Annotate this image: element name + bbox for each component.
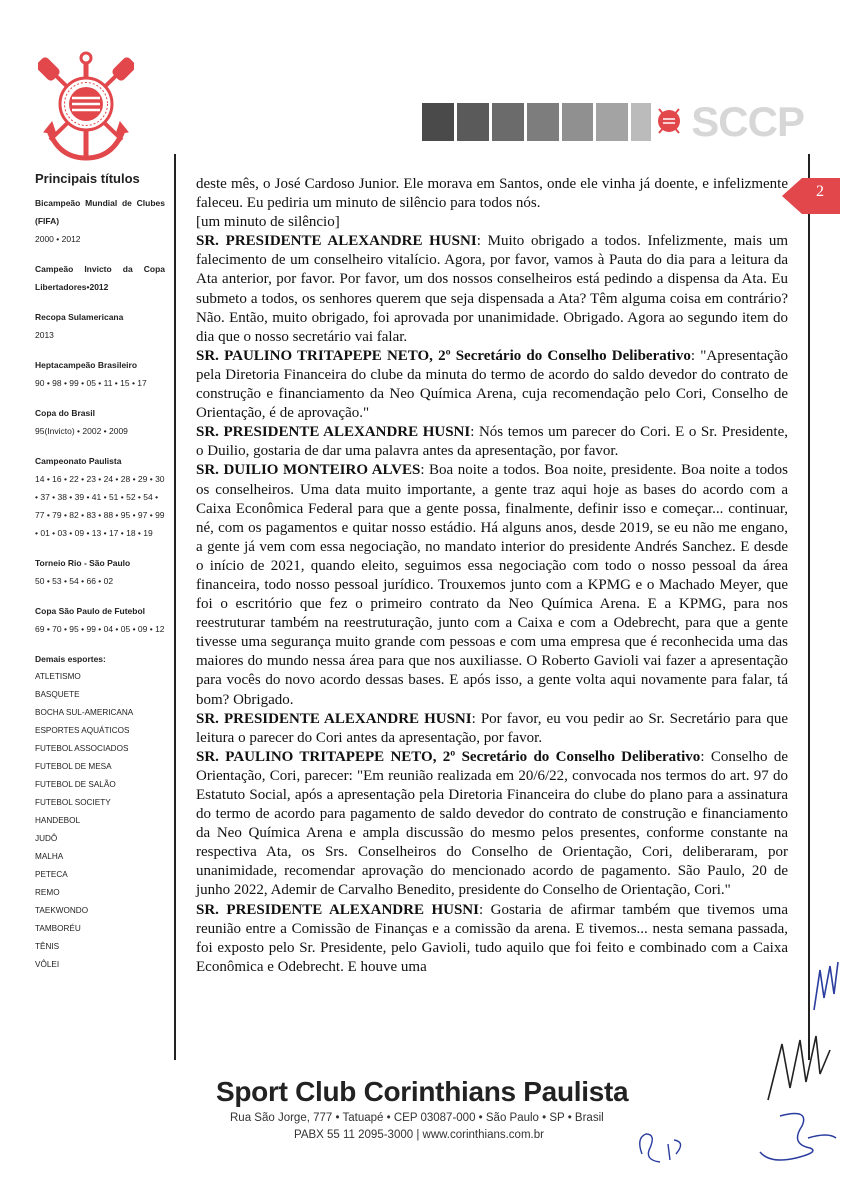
sport-item: TÊNIS [35,942,60,951]
title-years: 50 • 53 • 54 • 66 • 02 [35,576,114,586]
title-name: Bicampeão Mundial de Clubes (FIFA) [35,198,165,226]
header-shade-block [562,103,594,141]
title-years: 14 • 16 • 22 • 23 • 24 • 28 • 29 • 30 • 37 • 38 • 39 • 41 • 51 • 52 • 54 • 77 • 79 • 82 • 83 • 88 • 95 • 97 • 99 • 01 • 03 • 09 • 13 • 17 • 18 • 19 [35,474,165,538]
title-group [35,308,165,344]
signature-initials-icon [808,958,844,1018]
title-group [35,554,165,590]
paragraph [196,232,788,347]
speaker-name: SR. DUILIO MONTEIRO ALVES [196,462,421,479]
speech-text: : Nós temos um parecer do Cori. E o Sr. Presidente, o Duilio, gostaria de dar uma palavra antes da apresentação, por favor. [196,424,789,460]
sport-item: ATLETISMO [35,672,81,681]
speech-text: : Boa noite a todos. Boa noite, presidente. Boa noite a todos os conselheiros. Uma data muito importante, a gente traz aqui hoje as bases do acordo com a Caixa Econômica Federal para que a gente possa, finalmente, definir isso e começar... continuar, né, com os pagamentos e quitar nosso estádio. Há alguns anos, desde 2019, se eu não me engano, a gente já vem com essa negociação, no mandato interior do presidente Andrés Sanchez. E desde o início de 2021, quando eleito, seguimos essa negociação com todo o nosso pessoal da área financeira, todo nosso pessoal jurídico. Trouxemos junto com a KPMG e o Machado Meyer, que foi o escritório que fez o primeiro contrato da Neo Química Arena. E a KPMG, para nos reestruturar também na reestruturação, junto com a Caixa e com a Odebrecht, para que a gente tivesse uma segurança muito grande com pessoas e com uma empresa que é reconhecida uma das maiores do mundo nessa área para que nos auxiliasse. O Roberto Gavioli vai fazer a apresentação para vocês do novo acordo dessas bases. E após isso, a gente volta aqui novamente para falar, tá bom? Obrigado. [196,462,788,708]
title-group [35,602,165,638]
sport-item: PETECA [35,870,68,879]
signature-icon [760,1030,840,1110]
paragraph [196,748,788,901]
paragraph [196,710,788,748]
speech-text: : Conselho de Orientação, Cori, parecer: "Em reunião realizada em 20/6/22, convocada nos termos do art. 97 do Estatuto Social, após a apresentação pela Diretoria Financeira do clube do plano para a assinatura do termo de acordo para pagamento de saldo devedor do contrato de construção e financiamento da Neo Química Arena e ampla discussão do mesmo pelos presentes, conforme constante na respectiva Ata, os Srs. Conselheiros do Conselho de Orientação, Cori, deliberaram, por unanimidade, recomendar aprovação do mencionado acordo de pagamento. São Paulo, 20 de junho 2022, Ademir de Carvalho Benedito, presidente do Conselho de Orientação, Cori." [196,748,788,899]
paragraph [196,901,788,977]
minutes-body [196,175,788,977]
footer-contact: PABX 55 11 2095-3000 | www.corinthians.com.br [294,1129,544,1141]
header-shade-block [457,103,489,141]
speaker-name: SR. PRESIDENTE ALEXANDRE HUSNI [196,233,477,250]
header-shade-block [422,103,454,141]
speaker-name: SR. PRESIDENTE ALEXANDRE HUSNI [196,710,472,727]
sport-item: FUTEBOL ASSOCIADOS [35,744,129,753]
title-group [35,260,165,296]
title-name: Heptacampeão Brasileiro [35,360,138,370]
sport-item: TAMBORÉU [35,924,81,933]
speech-text: : Por favor, eu vou pedir ao Sr. Secretário para que leitura o parecer do Cori antes da apresentação, por favor. [196,710,788,746]
title-group [35,194,165,248]
speech-text: : Gostaria de afirmar também que tivemos uma reunião entre a Comissão de Finanças e a comissão da arena. E tivemos... nesta semana passada, foi exposto pelo Sr. Presidente, pelo Gavioli, tudo aquilo que foi feito e combinado com a Caixa Econômica e Odebrecht. E houve uma [196,901,788,975]
sports-heading: Demais esportes: [35,654,106,664]
title-name: Copa do Brasil [35,408,95,418]
page-number: 2 [816,183,824,200]
header-crest-icon [654,103,684,141]
title-group [35,356,165,392]
header-shade-block [596,103,628,141]
title-years: 2013 [35,330,54,340]
title-name: Torneio Rio - São Paulo [35,558,131,568]
speaker-name: SR. PAULINO TRITAPEPE NETO, 2º Secretário do Conselho Deliberativo [196,347,691,364]
speaker-name: SR. PRESIDENTE ALEXANDRE HUSNI [196,424,471,441]
sport-item: JUDÔ [35,834,58,843]
header-brand-text: SCCP [691,98,804,145]
header-shade-block [631,103,651,141]
sport-item: TAEKWONDO [35,906,89,915]
paragraph [196,347,788,423]
speaker-name: SR. PAULINO TRITAPEPE NETO, 2º Secretário do Conselho Deliberativo [196,748,701,765]
footer-address: Rua São Jorge, 777 • Tatuapé • CEP 03087-000 • São Paulo • SP • Brasil [230,1112,604,1124]
speech-text: : Muito obrigado a todos. Infelizmente, mais um falecimento de um conselheiro vitalício. Agora, por favor, vamos à Pauta do dia para a leitura da Ata anterior, por favor. Por favor, um dos nossos conselheiros está pedindo a dispensa da Ata. Eu submeto a todos, os senhores querem que seja dispensada a Ata? Têm alguma coisa em contrário? Não. Então, muito obrigado, foi aprovada por unanimidade. Obrigado. Agora ao segundo item do dia que o nosso secretário vai falar. [196,233,788,345]
title-name: Recopa Sulamericana [35,312,124,322]
sport-item: BOCHA SUL-AMERICANA [35,708,134,717]
sidebar-heading: Principais títulos [35,171,140,186]
header-shade-block [492,103,524,141]
speaker-name: SR. PRESIDENTE ALEXANDRE HUSNI [196,901,479,918]
title-name: Campeonato Paulista [35,456,122,466]
title-name: Copa São Paulo de Futebol [35,606,146,616]
corinthians-crest-icon [38,48,134,166]
title-years: 90 • 98 • 99 • 05 • 11 • 15 • 17 [35,378,147,388]
sport-item: BASQUETE [35,690,80,699]
speech-text: : "Apresentação pela Diretoria Financeira do clube da minuta do termo de acordo do saldo devedor do contrato de construção e financiamento da Neo Química Arena, cuja recomendação pelo Cori, Conselho de Orientação, é de aprovação." [196,347,789,422]
title-years: 69 • 70 • 95 • 99 • 04 • 05 • 09 • 12 [35,624,165,634]
header-shade-block [527,103,559,141]
signature-icon [632,1124,692,1170]
sport-item: ESPORTES AQUÁTICOS [35,726,130,735]
sidebar-titles [35,171,165,974]
title-group [35,404,165,440]
sport-item: FUTEBOL DE MESA [35,762,112,771]
paragraph [196,423,788,461]
title-years: 2000 • 2012 [35,234,81,244]
title-years: 95(Invicto) • 2002 • 2009 [35,426,128,436]
header-band [422,100,804,144]
footer-club-name: Sport Club Corinthians Paulista [216,1076,629,1107]
sport-item: MALHA [35,852,64,861]
sport-item: REMO [35,888,60,897]
sport-item: VÔLEI [35,960,60,969]
paragraph: [um minuto de silêncio] [196,214,340,231]
title-group [35,452,165,542]
title-name: Campeão Invicto da Copa Libertadores•2012 [35,264,165,292]
sport-item: FUTEBOL SOCIETY [35,798,111,807]
sport-item: HANDEBOL [35,816,81,825]
paragraph: deste mês, o José Cardoso Junior. Ele morava em Santos, onde ele vinha já doente, e infelizmente faleceu. Eu pediria um minuto de silêncio para todos nós. [196,176,788,212]
signature-icon [750,1108,840,1168]
paragraph [196,461,788,709]
sport-item: FUTEBOL DE SALÃO [35,780,116,789]
